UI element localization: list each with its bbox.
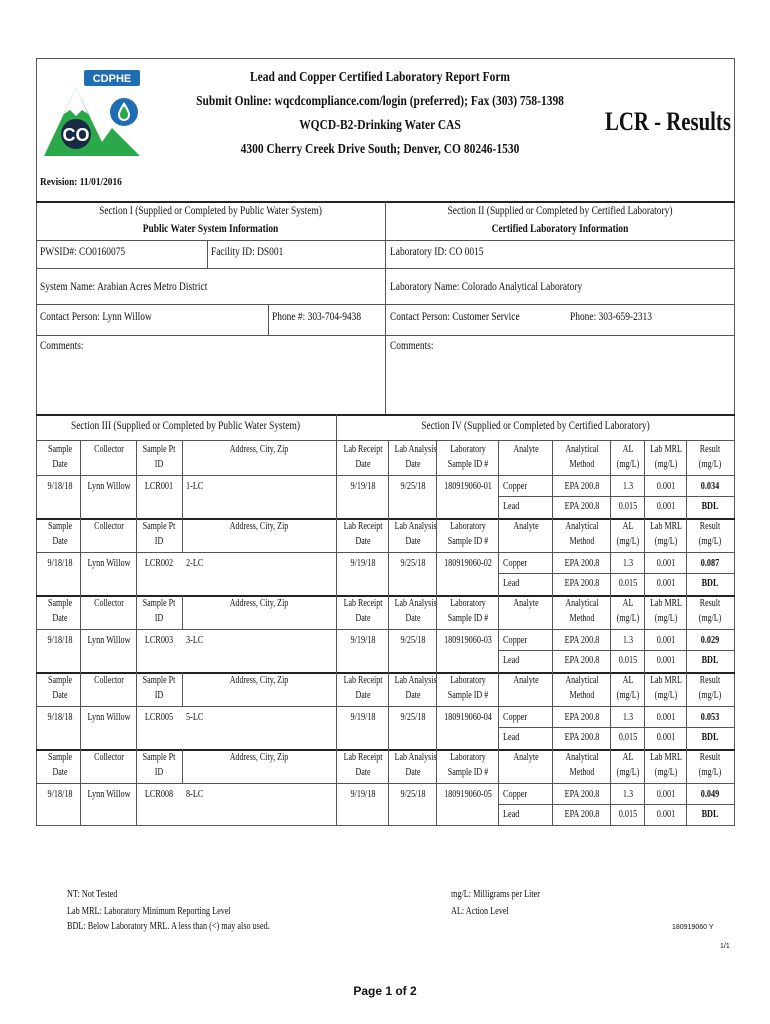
laboratory-id-field: Laboratory ID: CO 0015	[390, 246, 484, 258]
sample-date: 9/18/18	[47, 481, 73, 492]
lab-analysis-date: 9/25/18	[400, 481, 426, 492]
lab-sample-id: 180919060-04	[444, 712, 492, 723]
analytical-method: EPA 200.8	[564, 732, 600, 743]
column-header-labid: Sample ID #	[447, 459, 489, 470]
sample-address: 8-LC	[186, 789, 204, 800]
action-level: 0.015	[618, 732, 638, 743]
column-header-method: Analytical	[565, 752, 599, 763]
column-header-al: AL	[622, 752, 634, 763]
svg-text:CDPHE: CDPHE	[92, 73, 132, 85]
collector-name: Lynn Willow	[87, 789, 131, 800]
system-contact-field: Contact Person: Lynn Willow	[40, 311, 152, 323]
column-header-result: (mg/L)	[698, 536, 722, 547]
column-header-analysis: Date	[405, 613, 421, 624]
lab-receipt-date: 9/19/18	[350, 635, 376, 646]
column-header-labid: Laboratory	[450, 444, 486, 455]
lab-analysis-date: 9/25/18	[400, 712, 426, 723]
sample-date: 9/18/18	[47, 558, 73, 569]
column-header-date: Sample	[48, 675, 72, 686]
column-header-date: Date	[52, 690, 68, 701]
column-header-analysis: Date	[405, 767, 421, 778]
analyte-name: Lead	[503, 732, 520, 743]
column-header-result: Result	[699, 598, 721, 609]
sample-address: 3-LC	[186, 635, 204, 646]
result-value: 0.029	[700, 635, 720, 646]
section1-subtitle: Public Water System Information	[142, 223, 279, 235]
revision-date: Revision: 11/01/2016	[40, 176, 122, 188]
svg-text:CO: CO	[62, 125, 90, 145]
column-header-analysis: Lab Analysis	[394, 521, 437, 532]
analyte-name: Lead	[503, 809, 520, 820]
column-header-analyte: Analyte	[513, 444, 539, 455]
column-header-al: AL	[622, 521, 634, 532]
action-level: 1.3	[622, 558, 634, 569]
column-header-al: AL	[622, 598, 634, 609]
analytical-method: EPA 200.8	[564, 809, 600, 820]
column-header-result: Result	[699, 675, 721, 686]
lab-mrl: 0.001	[656, 558, 676, 569]
sample-point-id: LCR001	[144, 481, 174, 492]
column-header-pt: ID	[154, 459, 164, 470]
analytical-method: EPA 200.8	[564, 635, 600, 646]
column-header-address: Address, City, Zip	[229, 444, 289, 455]
analyte-name: Copper	[503, 712, 528, 723]
column-header-analyte: Analyte	[513, 752, 539, 763]
analyte-name: Copper	[503, 789, 528, 800]
lab-mrl: 0.001	[656, 501, 676, 512]
column-header-labid: Sample ID #	[447, 767, 489, 778]
sample-date: 9/18/18	[47, 635, 73, 646]
lab-receipt-date: 9/19/18	[350, 481, 376, 492]
column-header-receipt: Date	[355, 536, 371, 547]
column-header-analysis: Date	[405, 690, 421, 701]
column-header-labid: Laboratory	[450, 521, 486, 532]
column-header-mrl: (mg/L)	[654, 613, 678, 624]
section1-title: Section I (Supplied or Completed by Public Water System)	[99, 205, 322, 217]
column-header-pt: ID	[154, 536, 164, 547]
lab-sample-id: 180919060-05	[444, 789, 492, 800]
column-header-method: Analytical	[565, 521, 599, 532]
column-header-mrl: Lab MRL	[650, 521, 682, 532]
lab-analysis-date: 9/25/18	[400, 558, 426, 569]
column-header-al: AL	[622, 675, 634, 686]
header-agency: WQCD-B2-Drinking Water CAS	[299, 118, 461, 133]
column-header-receipt: Date	[355, 613, 371, 624]
result-value: 0.053	[700, 712, 720, 723]
sample-address: 5-LC	[186, 712, 204, 723]
column-header-date: Date	[52, 613, 68, 624]
lab-receipt-date: 9/19/18	[350, 789, 376, 800]
column-header-mrl: Lab MRL	[650, 675, 682, 686]
analyte-name: Lead	[503, 578, 520, 589]
sample-point-id: LCR002	[144, 558, 174, 569]
lab-mrl: 0.001	[656, 809, 676, 820]
column-header-mrl: (mg/L)	[654, 767, 678, 778]
result-value: BDL	[701, 809, 719, 820]
lab-mrl: 0.001	[656, 789, 676, 800]
column-header-date: Date	[52, 459, 68, 470]
column-header-mrl: Lab MRL	[650, 444, 682, 455]
column-header-labid: Laboratory	[450, 598, 486, 609]
system-phone-field: Phone #: 303-704-9438	[272, 311, 362, 323]
column-header-al: (mg/L)	[616, 613, 640, 624]
column-header-al: AL	[622, 444, 634, 455]
section3-title: Section III (Supplied or Completed by Public Water System)	[70, 420, 301, 432]
header-submit-online: Submit Online: wqcdcompliance.com/login (preferred); Fax (303) 758-1398	[196, 94, 564, 109]
analyte-name: Lead	[503, 501, 520, 512]
column-header-al: (mg/L)	[616, 767, 640, 778]
sample-point-id: LCR003	[144, 635, 174, 646]
column-header-address: Address, City, Zip	[229, 752, 289, 763]
laboratory-name-field: Laboratory Name: Colorado Analytical Laboratory	[390, 281, 583, 293]
column-header-date: Sample	[48, 444, 72, 455]
section2-subtitle: Certified Laboratory Information	[491, 223, 629, 235]
system-name-field: System Name: Arabian Acres Metro District	[40, 281, 208, 293]
result-value: BDL	[701, 655, 719, 666]
footnote-mgl: mg/L: Milligrams per Liter	[451, 889, 541, 900]
result-value: 0.049	[700, 789, 720, 800]
footnote-bdl: BDL: Below Laboratory MRL. A less than (<) may also used.	[67, 921, 270, 932]
column-header-address: Address, City, Zip	[229, 598, 289, 609]
column-header-receipt: Lab Receipt	[343, 444, 383, 455]
column-header-al: (mg/L)	[616, 536, 640, 547]
column-header-result: Result	[699, 444, 721, 455]
column-header-pt: ID	[154, 690, 164, 701]
column-header-collector: Collector	[94, 675, 124, 686]
column-header-address: Address, City, Zip	[229, 521, 289, 532]
column-header-result: Result	[699, 521, 721, 532]
column-header-labid: Sample ID #	[447, 536, 489, 547]
column-header-analyte: Analyte	[513, 521, 539, 532]
page-number: Page 1 of 2	[353, 984, 417, 998]
cdphe-logo	[40, 68, 144, 158]
column-header-analyte: Analyte	[513, 675, 539, 686]
column-header-receipt: Date	[355, 767, 371, 778]
column-header-al: (mg/L)	[616, 690, 640, 701]
column-header-method: Method	[569, 690, 595, 701]
result-value: BDL	[701, 732, 719, 743]
collector-name: Lynn Willow	[87, 481, 131, 492]
collector-name: Lynn Willow	[87, 558, 131, 569]
lab-phone-field: Phone: 303-659-2313	[570, 311, 652, 323]
result-value: 0.087	[700, 558, 720, 569]
column-header-receipt: Date	[355, 690, 371, 701]
sample-address: 1-LC	[186, 481, 204, 492]
column-header-result: Result	[699, 752, 721, 763]
result-value: BDL	[701, 578, 719, 589]
analytical-method: EPA 200.8	[564, 789, 600, 800]
lab-mrl: 0.001	[656, 655, 676, 666]
column-header-mrl: (mg/L)	[654, 690, 678, 701]
analytical-method: EPA 200.8	[564, 501, 600, 512]
analytical-method: EPA 200.8	[564, 712, 600, 723]
analytical-method: EPA 200.8	[564, 578, 600, 589]
analyte-name: Copper	[503, 635, 528, 646]
analyte-name: Copper	[503, 481, 528, 492]
column-header-method: Method	[569, 767, 595, 778]
column-header-analyte: Analyte	[513, 598, 539, 609]
column-header-pt: Sample Pt	[142, 521, 176, 532]
column-header-mrl: (mg/L)	[654, 459, 678, 470]
column-header-analysis: Lab Analysis	[394, 752, 437, 763]
column-header-analysis: Date	[405, 459, 421, 470]
column-header-pt: Sample Pt	[142, 444, 176, 455]
footnote-al: AL: Action Level	[451, 906, 509, 917]
column-header-receipt: Date	[355, 459, 371, 470]
column-header-labid: Sample ID #	[447, 613, 489, 624]
column-header-collector: Collector	[94, 521, 124, 532]
column-header-collector: Collector	[94, 444, 124, 455]
pwsid-field: PWSID#: CO0160075	[40, 246, 126, 258]
column-header-labid: Laboratory	[450, 675, 486, 686]
column-header-result: (mg/L)	[698, 690, 722, 701]
column-header-date: Date	[52, 536, 68, 547]
sample-date: 9/18/18	[47, 789, 73, 800]
column-header-method: Analytical	[565, 444, 599, 455]
sample-address: 2-LC	[186, 558, 204, 569]
sample-point-id: LCR008	[144, 789, 174, 800]
header-address: 4300 Cherry Creek Drive South; Denver, CO 80246-1530	[240, 142, 520, 157]
column-header-receipt: Lab Receipt	[343, 598, 383, 609]
lab-analysis-date: 9/25/18	[400, 789, 426, 800]
column-header-address: Address, City, Zip	[229, 675, 289, 686]
action-level: 0.015	[618, 501, 638, 512]
footnote-lab-mrl: Lab MRL: Laboratory Minimum Reporting Level	[67, 906, 231, 917]
column-header-result: (mg/L)	[698, 767, 722, 778]
result-value: BDL	[701, 501, 719, 512]
column-header-receipt: Lab Receipt	[343, 521, 383, 532]
column-header-receipt: Lab Receipt	[343, 752, 383, 763]
column-header-collector: Collector	[94, 752, 124, 763]
column-header-analysis: Lab Analysis	[394, 444, 437, 455]
collector-name: Lynn Willow	[87, 712, 131, 723]
column-header-pt: Sample Pt	[142, 752, 176, 763]
column-header-method: Method	[569, 459, 595, 470]
column-header-pt: Sample Pt	[142, 675, 176, 686]
lcr-results-badge: LCR - Results	[605, 107, 731, 136]
column-header-receipt: Lab Receipt	[343, 675, 383, 686]
column-header-result: (mg/L)	[698, 459, 722, 470]
column-header-analysis: Lab Analysis	[394, 675, 437, 686]
lab-comments-field: Comments:	[390, 340, 434, 352]
analytical-method: EPA 200.8	[564, 655, 600, 666]
column-header-analysis: Date	[405, 536, 421, 547]
footnote-nt: NT: Not Tested	[67, 889, 118, 900]
column-header-result: (mg/L)	[698, 613, 722, 624]
action-level: 1.3	[622, 635, 634, 646]
column-header-date: Sample	[48, 598, 72, 609]
collector-name: Lynn Willow	[87, 635, 131, 646]
lab-mrl: 0.001	[656, 712, 676, 723]
column-header-mrl: (mg/L)	[654, 536, 678, 547]
section4-title: Section IV (Supplied or Completed by Certified Laboratory)	[421, 420, 650, 432]
lab-mrl: 0.001	[656, 481, 676, 492]
column-header-mrl: Lab MRL	[650, 752, 682, 763]
analyte-name: Lead	[503, 655, 520, 666]
column-header-pt: ID	[154, 613, 164, 624]
lab-analysis-date: 9/25/18	[400, 635, 426, 646]
column-header-pt: ID	[154, 767, 164, 778]
lab-contact-field: Contact Person: Customer Service	[390, 311, 520, 323]
lab-mrl: 0.001	[656, 635, 676, 646]
action-level: 1.3	[622, 481, 634, 492]
header-title: Lead and Copper Certified Laboratory Report Form	[250, 70, 510, 85]
column-header-method: Method	[569, 536, 595, 547]
column-header-labid: Laboratory	[450, 752, 486, 763]
column-header-date: Sample	[48, 752, 72, 763]
analytical-method: EPA 200.8	[564, 558, 600, 569]
action-level: 0.015	[618, 578, 638, 589]
page-fraction: 1/1	[720, 943, 730, 950]
column-header-method: Analytical	[565, 598, 599, 609]
sample-point-id: LCR005	[144, 712, 174, 723]
column-header-method: Analytical	[565, 675, 599, 686]
column-header-labid: Sample ID #	[447, 690, 489, 701]
lab-mrl: 0.001	[656, 578, 676, 589]
column-header-mrl: Lab MRL	[650, 598, 682, 609]
column-header-date: Date	[52, 767, 68, 778]
analyte-name: Copper	[503, 558, 528, 569]
lab-sample-id: 180919060-01	[444, 481, 492, 492]
section2-title: Section II (Supplied or Completed by Certified Laboratory)	[447, 205, 673, 217]
analytical-method: EPA 200.8	[564, 481, 600, 492]
report-code: 180919060 Y	[672, 924, 714, 931]
column-header-analysis: Lab Analysis	[394, 598, 437, 609]
action-level: 0.015	[618, 809, 638, 820]
action-level: 1.3	[622, 712, 634, 723]
column-header-pt: Sample Pt	[142, 598, 176, 609]
column-header-method: Method	[569, 613, 595, 624]
lab-sample-id: 180919060-02	[444, 558, 492, 569]
lab-sample-id: 180919060-03	[444, 635, 492, 646]
result-value: 0.034	[700, 481, 720, 492]
facility-id-field: Facility ID: DS001	[211, 246, 284, 258]
column-header-date: Sample	[48, 521, 72, 532]
lab-receipt-date: 9/19/18	[350, 712, 376, 723]
system-comments-field: Comments:	[40, 340, 84, 352]
lab-mrl: 0.001	[656, 732, 676, 743]
lab-receipt-date: 9/19/18	[350, 558, 376, 569]
action-level: 1.3	[622, 789, 634, 800]
column-header-al: (mg/L)	[616, 459, 640, 470]
action-level: 0.015	[618, 655, 638, 666]
column-header-collector: Collector	[94, 598, 124, 609]
sample-date: 9/18/18	[47, 712, 73, 723]
